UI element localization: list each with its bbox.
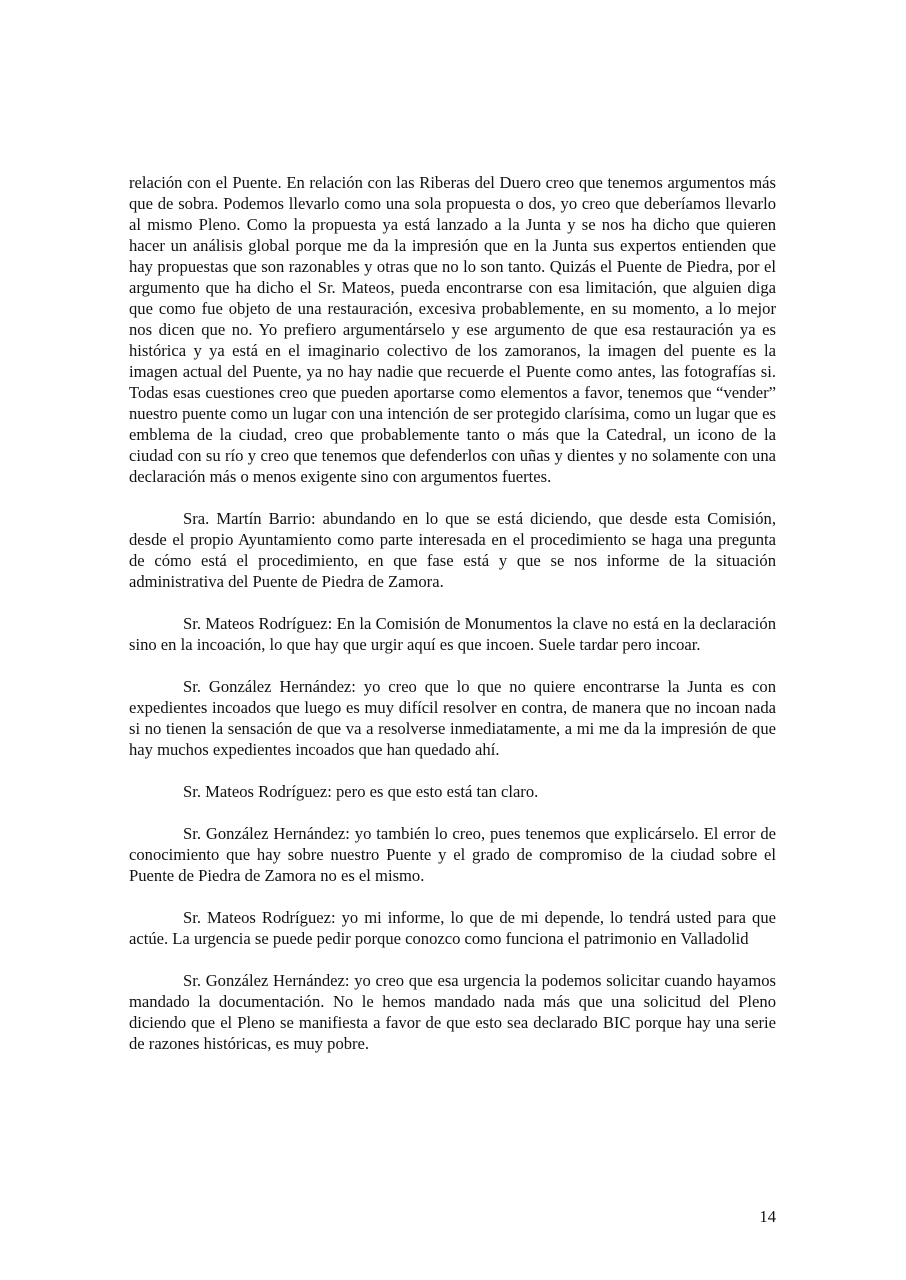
paragraph-martin-barrio: Sra. Martín Barrio: abundando en lo que se está diciendo, que desde esta Comisión, desde el propio Ayuntamiento como parte interesada en el procedimiento se haga una pregunta de cómo está el procedimiento, en que fase está y que se nos informe de la situación administrativa del Puente de Piedra de Zamora. [129,509,776,591]
paragraph-mateos-1: Sr. Mateos Rodríguez: En la Comisión de Monumentos la clave no está en la declaración sino en la incoación, lo que hay que urgir aquí es que incoen. Suele tardar pero incoar. [129,614,776,654]
paragraph-gonzalez-3: Sr. González Hernández: yo creo que esa urgencia la podemos solicitar cuando hayamos mandado la documentación. No le hemos mandado nada más que una solicitud del Pleno diciendo que el Pleno se manifiesta a favor de que esto sea declarado BIC porque hay una serie de razones históricas, es muy pobre. [129,971,776,1053]
page-number: 14 [759,1207,776,1226]
document-body [129,172,776,1054]
paragraph-mateos-2: Sr. Mateos Rodríguez: pero es que esto está tan claro. [183,782,539,801]
paragraph-gonzalez-1: Sr. González Hernández: yo creo que lo que no quiere encontrarse la Junta es con expedientes incoados que luego es muy difícil resolver en contra, de manera que no incoan nada si no tienen la sensación de que va a resolverse inmediatamente, a mi me da la impresión de que hay muchos expedientes incoados que han quedado ahí. [129,677,776,759]
paragraph-mateos-3: Sr. Mateos Rodríguez: yo mi informe, lo que de mi depende, lo tendrá usted para que actúe. La urgencia se puede pedir porque conozco como funciona el patrimonio en Valladolid [129,908,776,948]
paragraph-gonzalez-2: Sr. González Hernández: yo también lo creo, pues tenemos que explicárselo. El error de conocimiento que hay sobre nuestro Puente y el grado de compromiso de la ciudad sobre el Puente de Piedra de Zamora no es el mismo. [129,824,776,885]
paragraph-continuation: relación con el Puente. En relación con las Riberas del Duero creo que tenemos argumentos más que de sobra. Podemos llevarlo como una sola propuesta o dos, yo creo que deberíamos llevarlo al mismo Pleno. Como la propuesta ya está lanzado a la Junta y se nos ha dicho que quieren hacer un análisis global porque me da la impresión que en la Junta sus expertos entienden que hay propuestas que son razonables y otras que no lo son tanto. Quizás el Puente de Piedra, por el argumento que ha dicho el Sr. Mateos, pueda encontrarse con esa limitación, que alguien diga que como fue objeto de una restauración, excesiva probablemente, en su momento, a lo mejor nos dicen que no. Yo prefiero argumentárselo y ese argumento de que esa restauración ya es histórica y ya está en el imaginario colectivo de los zamoranos, la imagen del puente es la imagen actual del Puente, ya no hay nadie que recuerde el Puente como antes, las fotografías si. Todas esas cuestiones creo que pueden aportarse como elementos a favor, tenemos que “vender” nuestro puente como un lugar con una intención de ser protegido clarísima, como un lugar que es emblema de la ciudad, creo que probablemente tanto o más que la Catedral, un icono de la ciudad con su río y creo que tenemos que defenderlos con uñas y dientes y no solamente con una declaración más o menos exigente sino con argumentos fuertes. [129,173,776,486]
